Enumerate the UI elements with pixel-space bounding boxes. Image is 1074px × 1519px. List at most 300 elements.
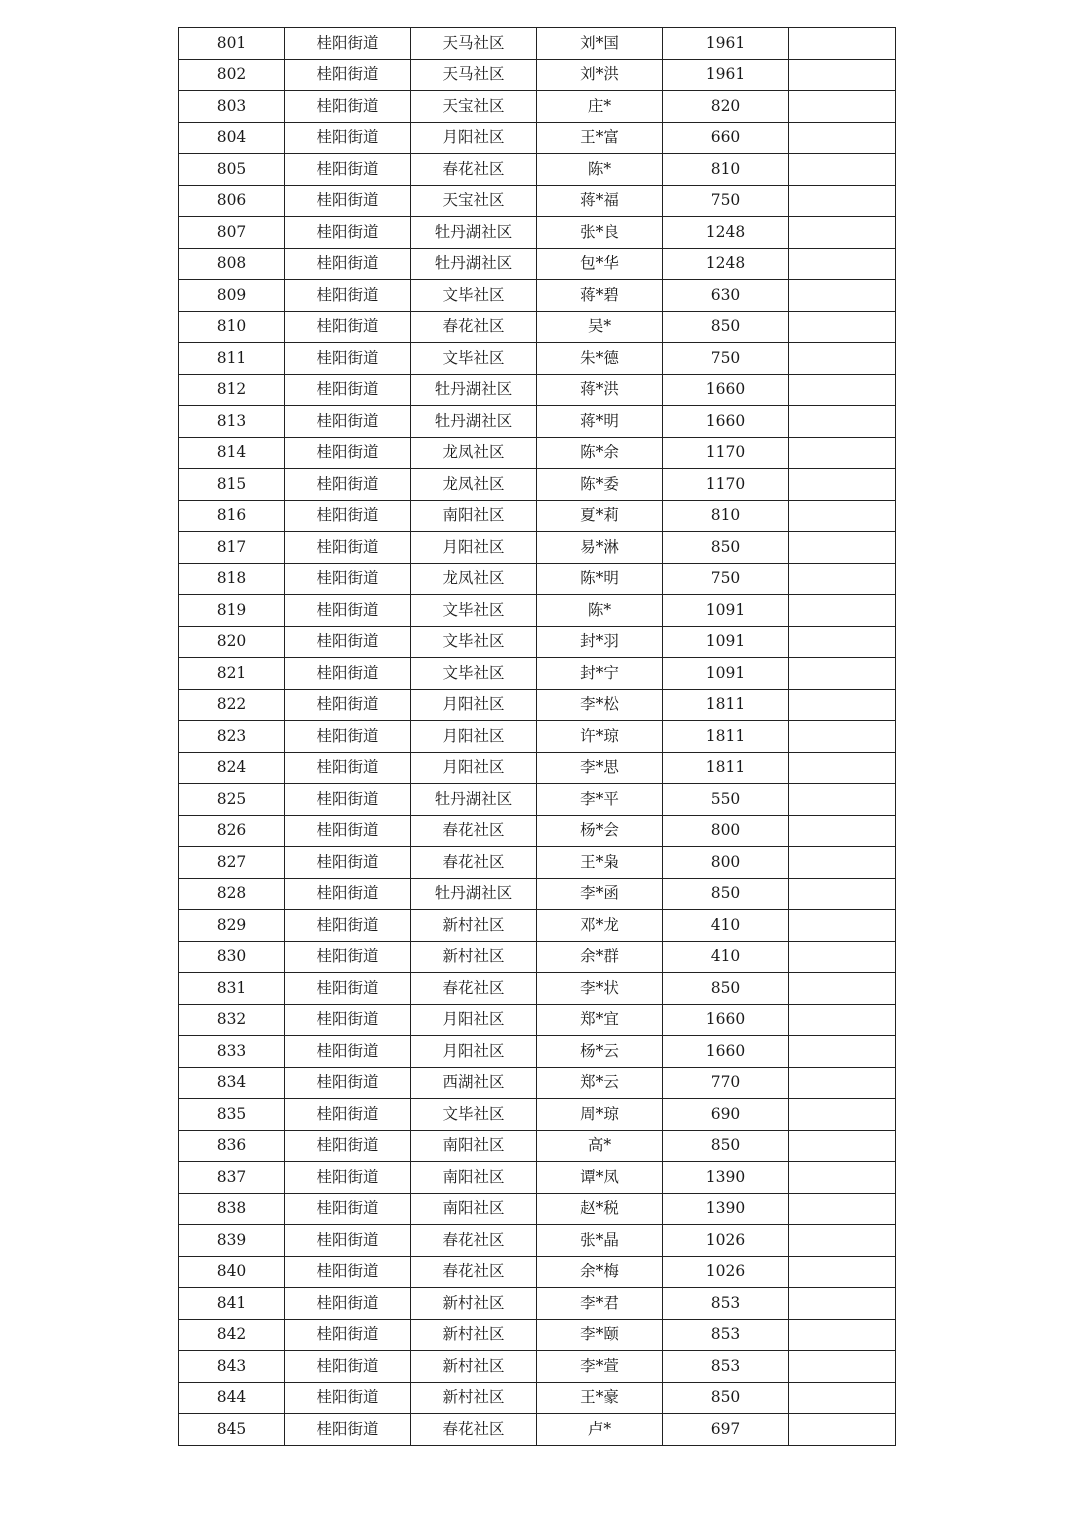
amount-cell: 1660 [663,406,789,438]
row-number-cell: 802 [179,59,285,91]
community-cell: 文毕社区 [411,595,537,627]
street-cell: 桂阳街道 [285,689,411,721]
row-number-cell: 845 [179,1414,285,1446]
note-cell [789,59,896,91]
name-cell: 谭*凤 [537,1162,663,1194]
amount-cell: 850 [663,311,789,343]
amount-cell: 1248 [663,248,789,280]
note-cell [789,910,896,942]
community-cell: 春花社区 [411,1414,537,1446]
table-row [179,847,896,879]
amount-cell: 1091 [663,626,789,658]
name-cell: 张*良 [537,217,663,249]
row-number-cell: 818 [179,563,285,595]
table-row [179,437,896,469]
table-row [179,532,896,564]
note-cell [789,437,896,469]
table-row [179,1162,896,1194]
street-cell: 桂阳街道 [285,28,411,60]
street-cell: 桂阳街道 [285,973,411,1005]
note-cell [789,1067,896,1099]
community-cell: 月阳社区 [411,1036,537,1068]
roster-table [178,27,896,1446]
street-cell: 桂阳街道 [285,217,411,249]
name-cell: 蒋*碧 [537,280,663,312]
note-cell [789,815,896,847]
name-cell: 杨*云 [537,1036,663,1068]
note-cell [789,406,896,438]
note-cell [789,689,896,721]
community-cell: 新村社区 [411,1382,537,1414]
street-cell: 桂阳街道 [285,784,411,816]
row-number-cell: 826 [179,815,285,847]
note-cell [789,1099,896,1131]
row-number-cell: 828 [179,878,285,910]
row-number-cell: 843 [179,1351,285,1383]
amount-cell: 800 [663,815,789,847]
community-cell: 牡丹湖社区 [411,217,537,249]
amount-cell: 850 [663,878,789,910]
note-cell [789,1382,896,1414]
note-cell [789,217,896,249]
community-cell: 春花社区 [411,154,537,186]
name-cell: 包*华 [537,248,663,280]
amount-cell: 750 [663,343,789,375]
amount-cell: 1390 [663,1162,789,1194]
note-cell [789,878,896,910]
street-cell: 桂阳街道 [285,1382,411,1414]
name-cell: 张*晶 [537,1225,663,1257]
row-number-cell: 819 [179,595,285,627]
community-cell: 龙凤社区 [411,437,537,469]
note-cell [789,847,896,879]
amount-cell: 850 [663,532,789,564]
row-number-cell: 834 [179,1067,285,1099]
row-number-cell: 824 [179,752,285,784]
table-row [179,28,896,60]
note-cell [789,122,896,154]
street-cell: 桂阳街道 [285,469,411,501]
street-cell: 桂阳街道 [285,1288,411,1320]
amount-cell: 1660 [663,1004,789,1036]
name-cell: 蒋*福 [537,185,663,217]
amount-cell: 1091 [663,595,789,627]
amount-cell: 1961 [663,59,789,91]
name-cell: 封*宁 [537,658,663,690]
amount-cell: 853 [663,1319,789,1351]
row-number-cell: 814 [179,437,285,469]
community-cell: 天宝社区 [411,185,537,217]
note-cell [789,500,896,532]
community-cell: 月阳社区 [411,752,537,784]
street-cell: 桂阳街道 [285,847,411,879]
row-number-cell: 842 [179,1319,285,1351]
note-cell [789,563,896,595]
note-cell [789,721,896,753]
community-cell: 龙凤社区 [411,563,537,595]
note-cell [789,1036,896,1068]
name-cell: 杨*会 [537,815,663,847]
row-number-cell: 812 [179,374,285,406]
note-cell [789,1004,896,1036]
name-cell: 李*松 [537,689,663,721]
community-cell: 月阳社区 [411,122,537,154]
row-number-cell: 804 [179,122,285,154]
table-row [179,343,896,375]
street-cell: 桂阳街道 [285,1319,411,1351]
community-cell: 新村社区 [411,1351,537,1383]
name-cell: 王*豪 [537,1382,663,1414]
street-cell: 桂阳街道 [285,1130,411,1162]
row-number-cell: 806 [179,185,285,217]
table-row [179,1193,896,1225]
amount-cell: 810 [663,500,789,532]
table-row [179,1004,896,1036]
name-cell: 邓*龙 [537,910,663,942]
street-cell: 桂阳街道 [285,910,411,942]
note-cell [789,1225,896,1257]
row-number-cell: 817 [179,532,285,564]
table-row [179,563,896,595]
table-row [179,1414,896,1446]
table-row [179,658,896,690]
amount-cell: 853 [663,1351,789,1383]
table-row [179,500,896,532]
street-cell: 桂阳街道 [285,122,411,154]
community-cell: 春花社区 [411,311,537,343]
amount-cell: 1091 [663,658,789,690]
community-cell: 龙凤社区 [411,469,537,501]
row-number-cell: 816 [179,500,285,532]
amount-cell: 1026 [663,1256,789,1288]
note-cell [789,28,896,60]
street-cell: 桂阳街道 [285,437,411,469]
amount-cell: 697 [663,1414,789,1446]
community-cell: 南阳社区 [411,500,537,532]
community-cell: 牡丹湖社区 [411,878,537,910]
note-cell [789,1193,896,1225]
row-number-cell: 821 [179,658,285,690]
amount-cell: 550 [663,784,789,816]
note-cell [789,1414,896,1446]
row-number-cell: 811 [179,343,285,375]
amount-cell: 850 [663,973,789,1005]
amount-cell: 1248 [663,217,789,249]
row-number-cell: 807 [179,217,285,249]
street-cell: 桂阳街道 [285,752,411,784]
note-cell [789,185,896,217]
table-row [179,1288,896,1320]
street-cell: 桂阳街道 [285,1193,411,1225]
row-number-cell: 808 [179,248,285,280]
row-number-cell: 838 [179,1193,285,1225]
table-row [179,1319,896,1351]
street-cell: 桂阳街道 [285,626,411,658]
row-number-cell: 841 [179,1288,285,1320]
amount-cell: 750 [663,185,789,217]
street-cell: 桂阳街道 [285,1225,411,1257]
street-cell: 桂阳街道 [285,374,411,406]
community-cell: 天马社区 [411,59,537,91]
note-cell [789,595,896,627]
row-number-cell: 836 [179,1130,285,1162]
table-row [179,941,896,973]
street-cell: 桂阳街道 [285,248,411,280]
name-cell: 李*状 [537,973,663,1005]
amount-cell: 1961 [663,28,789,60]
name-cell: 朱*德 [537,343,663,375]
row-number-cell: 803 [179,91,285,123]
amount-cell: 1660 [663,1036,789,1068]
street-cell: 桂阳街道 [285,59,411,91]
table-row [179,469,896,501]
name-cell: 郑*云 [537,1067,663,1099]
note-cell [789,374,896,406]
name-cell: 赵*税 [537,1193,663,1225]
table-row [179,815,896,847]
amount-cell: 660 [663,122,789,154]
amount-cell: 850 [663,1382,789,1414]
community-cell: 月阳社区 [411,721,537,753]
street-cell: 桂阳街道 [285,500,411,532]
community-cell: 春花社区 [411,847,537,879]
amount-cell: 1811 [663,721,789,753]
street-cell: 桂阳街道 [285,154,411,186]
note-cell [789,1130,896,1162]
community-cell: 月阳社区 [411,1004,537,1036]
note-cell [789,469,896,501]
community-cell: 南阳社区 [411,1162,537,1194]
amount-cell: 1026 [663,1225,789,1257]
street-cell: 桂阳街道 [285,1256,411,1288]
street-cell: 桂阳街道 [285,1004,411,1036]
amount-cell: 1170 [663,469,789,501]
name-cell: 李*思 [537,752,663,784]
street-cell: 桂阳街道 [285,91,411,123]
street-cell: 桂阳街道 [285,311,411,343]
table-row [179,595,896,627]
row-number-cell: 801 [179,28,285,60]
street-cell: 桂阳街道 [285,1414,411,1446]
name-cell: 李*君 [537,1288,663,1320]
name-cell: 余*群 [537,941,663,973]
community-cell: 天宝社区 [411,91,537,123]
amount-cell: 800 [663,847,789,879]
row-number-cell: 835 [179,1099,285,1131]
name-cell: 许*琼 [537,721,663,753]
community-cell: 牡丹湖社区 [411,248,537,280]
table-row [179,91,896,123]
name-cell: 陈* [537,595,663,627]
row-number-cell: 805 [179,154,285,186]
table-row [179,1351,896,1383]
note-cell [789,784,896,816]
street-cell: 桂阳街道 [285,185,411,217]
street-cell: 桂阳街道 [285,815,411,847]
name-cell: 吴* [537,311,663,343]
street-cell: 桂阳街道 [285,1099,411,1131]
amount-cell: 1811 [663,752,789,784]
row-number-cell: 840 [179,1256,285,1288]
row-number-cell: 831 [179,973,285,1005]
name-cell: 陈* [537,154,663,186]
row-number-cell: 823 [179,721,285,753]
note-cell [789,941,896,973]
row-number-cell: 837 [179,1162,285,1194]
row-number-cell: 815 [179,469,285,501]
community-cell: 月阳社区 [411,532,537,564]
row-number-cell: 844 [179,1382,285,1414]
name-cell: 蒋*洪 [537,374,663,406]
community-cell: 牡丹湖社区 [411,406,537,438]
row-number-cell: 829 [179,910,285,942]
row-number-cell: 839 [179,1225,285,1257]
note-cell [789,752,896,784]
note-cell [789,626,896,658]
row-number-cell: 832 [179,1004,285,1036]
name-cell: 庄* [537,91,663,123]
street-cell: 桂阳街道 [285,563,411,595]
amount-cell: 410 [663,941,789,973]
table-row [179,878,896,910]
note-cell [789,91,896,123]
name-cell: 陈*委 [537,469,663,501]
street-cell: 桂阳街道 [285,595,411,627]
table-row [179,1382,896,1414]
name-cell: 易*淋 [537,532,663,564]
community-cell: 新村社区 [411,910,537,942]
table-row [179,248,896,280]
table-row [179,311,896,343]
street-cell: 桂阳街道 [285,878,411,910]
row-number-cell: 813 [179,406,285,438]
name-cell: 高* [537,1130,663,1162]
table-row [179,122,896,154]
community-cell: 春花社区 [411,815,537,847]
note-cell [789,658,896,690]
table-row [179,185,896,217]
table-row [179,1067,896,1099]
note-cell [789,343,896,375]
community-cell: 新村社区 [411,941,537,973]
amount-cell: 690 [663,1099,789,1131]
amount-cell: 1390 [663,1193,789,1225]
community-cell: 新村社区 [411,1319,537,1351]
note-cell [789,154,896,186]
note-cell [789,311,896,343]
table-row [179,217,896,249]
name-cell: 蒋*明 [537,406,663,438]
row-number-cell: 833 [179,1036,285,1068]
row-number-cell: 825 [179,784,285,816]
street-cell: 桂阳街道 [285,532,411,564]
amount-cell: 770 [663,1067,789,1099]
table-row [179,910,896,942]
note-cell [789,532,896,564]
name-cell: 卢* [537,1414,663,1446]
community-cell: 春花社区 [411,1225,537,1257]
community-cell: 文毕社区 [411,1099,537,1131]
amount-cell: 410 [663,910,789,942]
community-cell: 南阳社区 [411,1130,537,1162]
community-cell: 文毕社区 [411,626,537,658]
row-number-cell: 822 [179,689,285,721]
note-cell [789,1162,896,1194]
community-cell: 牡丹湖社区 [411,374,537,406]
street-cell: 桂阳街道 [285,658,411,690]
name-cell: 刘*国 [537,28,663,60]
amount-cell: 810 [663,154,789,186]
row-number-cell: 809 [179,280,285,312]
table-row [179,374,896,406]
street-cell: 桂阳街道 [285,1351,411,1383]
table-row [179,973,896,1005]
amount-cell: 853 [663,1288,789,1320]
name-cell: 刘*洪 [537,59,663,91]
note-cell [789,280,896,312]
name-cell: 陈*明 [537,563,663,595]
street-cell: 桂阳街道 [285,941,411,973]
community-cell: 文毕社区 [411,658,537,690]
table-row [179,1036,896,1068]
community-cell: 天马社区 [411,28,537,60]
community-cell: 春花社区 [411,1256,537,1288]
row-number-cell: 810 [179,311,285,343]
amount-cell: 750 [663,563,789,595]
name-cell: 王*富 [537,122,663,154]
note-cell [789,1319,896,1351]
community-cell: 春花社区 [411,973,537,1005]
table-row [179,626,896,658]
street-cell: 桂阳街道 [285,406,411,438]
name-cell: 余*梅 [537,1256,663,1288]
roster-body [179,28,896,1446]
row-number-cell: 830 [179,941,285,973]
street-cell: 桂阳街道 [285,1162,411,1194]
amount-cell: 1660 [663,374,789,406]
table-row [179,1130,896,1162]
street-cell: 桂阳街道 [285,1036,411,1068]
row-number-cell: 820 [179,626,285,658]
amount-cell: 850 [663,1130,789,1162]
community-cell: 南阳社区 [411,1193,537,1225]
table-row [179,406,896,438]
name-cell: 周*琼 [537,1099,663,1131]
street-cell: 桂阳街道 [285,1067,411,1099]
amount-cell: 1170 [663,437,789,469]
amount-cell: 1811 [663,689,789,721]
note-cell [789,973,896,1005]
row-number-cell: 827 [179,847,285,879]
name-cell: 夏*莉 [537,500,663,532]
note-cell [789,248,896,280]
note-cell [789,1256,896,1288]
table-row [179,784,896,816]
table-row [179,1099,896,1131]
note-cell [789,1288,896,1320]
table-row [179,689,896,721]
table-row [179,59,896,91]
name-cell: 李*函 [537,878,663,910]
table-row [179,280,896,312]
name-cell: 王*枭 [537,847,663,879]
table-row [179,721,896,753]
table-row [179,154,896,186]
name-cell: 封*羽 [537,626,663,658]
community-cell: 牡丹湖社区 [411,784,537,816]
name-cell: 郑*宜 [537,1004,663,1036]
table-row [179,1256,896,1288]
